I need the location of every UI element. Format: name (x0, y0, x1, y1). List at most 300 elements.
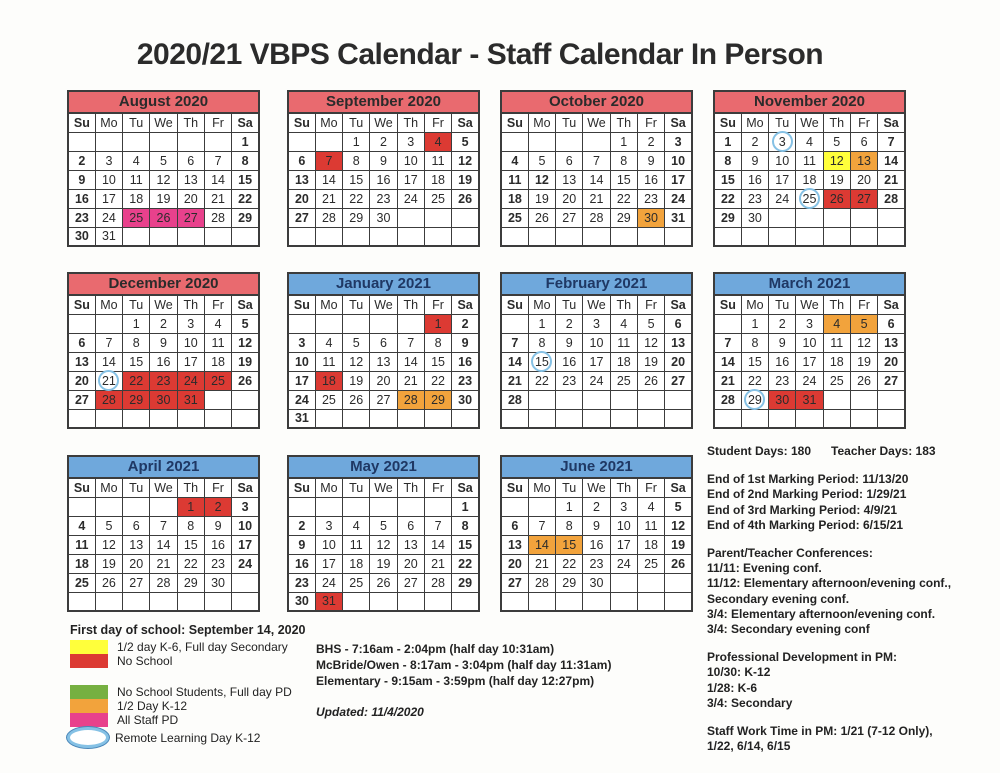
day-cell: 9 (288, 535, 315, 554)
day-cell (68, 409, 95, 428)
day-cell (204, 409, 231, 428)
day-cell: 25 (501, 208, 528, 227)
weekday-label: Sa (878, 295, 905, 314)
day-cell: 10 (177, 333, 204, 352)
conference-line: 3/4: Elementary afternoon/evening conf. (707, 606, 936, 621)
day-cell: 23 (769, 371, 796, 390)
weekday-label: We (150, 295, 177, 314)
day-cell: 1 (610, 132, 637, 151)
day-cell (315, 409, 342, 428)
day-cell: 23 (452, 371, 479, 390)
day-cell: 15 (556, 535, 583, 554)
day-cell: 28 (204, 208, 231, 227)
conference-line: 11/12: Elementary afternoon/evening conf., (707, 576, 952, 591)
day-cell (68, 497, 95, 516)
day-cell (850, 208, 877, 227)
month-december-2020 (67, 272, 260, 429)
day-cell: 2 (769, 314, 796, 333)
day-cell (232, 592, 259, 611)
weekday-label: Fr (637, 295, 664, 314)
day-cell (769, 409, 796, 428)
day-cell: 22 (528, 371, 555, 390)
day-cell (528, 409, 555, 428)
weekday-label: Sa (452, 295, 479, 314)
legend-label: 1/2 day K-6, Full day Secondary (117, 640, 288, 654)
month-grid (713, 294, 906, 429)
day-cell: 18 (315, 371, 342, 390)
weekday-label: Su (68, 295, 95, 314)
month-grid (287, 112, 480, 247)
day-cell (583, 409, 610, 428)
day-cell (769, 132, 796, 151)
day-cell (424, 227, 451, 246)
day-cell: 30 (741, 208, 768, 227)
day-cell (583, 592, 610, 611)
day-cell: 9 (150, 333, 177, 352)
day-cell (665, 227, 692, 246)
weekday-label: Fr (637, 478, 664, 497)
staff-work-time (707, 724, 999, 754)
weekday-label: Mo (315, 478, 342, 497)
day-cell: 22 (177, 554, 204, 573)
day-cell: 20 (878, 352, 905, 371)
day-cell: 26 (528, 208, 555, 227)
month-may-2021 (287, 455, 480, 612)
day-cell: 27 (501, 573, 528, 592)
weekday-label: Su (714, 295, 741, 314)
day-cell: 4 (501, 151, 528, 170)
day-cell: 27 (68, 390, 95, 409)
day-cell: 30 (769, 390, 796, 409)
day-cell: 18 (343, 554, 370, 573)
day-cell: 24 (665, 189, 692, 208)
weekday-label: Fr (204, 295, 231, 314)
marking-period-line: End of 3rd Marking Period: 4/9/21 (707, 502, 898, 517)
month-grid (67, 112, 260, 247)
weekday-label: Sa (232, 478, 259, 497)
day-cell: 4 (204, 314, 231, 333)
day-cell (583, 390, 610, 409)
weekday-label: Fr (424, 295, 451, 314)
day-cell (288, 314, 315, 333)
day-cell (343, 314, 370, 333)
day-cell: 8 (741, 333, 768, 352)
day-cell: 5 (232, 314, 259, 333)
day-cell (850, 390, 877, 409)
day-cell: 15 (424, 352, 451, 371)
day-cell (714, 227, 741, 246)
weekday-label: Mo (315, 295, 342, 314)
weekday-label: Th (177, 295, 204, 314)
day-cell: 12 (232, 333, 259, 352)
day-cell: 1 (741, 314, 768, 333)
day-cell: 29 (556, 573, 583, 592)
day-cell: 2 (741, 132, 768, 151)
day-cell: 22 (610, 189, 637, 208)
day-cell (68, 592, 95, 611)
day-cell: 24 (610, 554, 637, 573)
weekday-label: We (796, 113, 823, 132)
day-cell: 12 (452, 151, 479, 170)
day-cell: 4 (610, 314, 637, 333)
weekday-label: Th (610, 295, 637, 314)
day-cell: 12 (343, 352, 370, 371)
day-cell: 13 (370, 352, 397, 371)
day-cell: 14 (424, 535, 451, 554)
day-cell (123, 497, 150, 516)
day-cell: 22 (232, 189, 259, 208)
day-cell: 21 (204, 189, 231, 208)
legend-spacer (70, 668, 306, 685)
day-cell (232, 573, 259, 592)
day-cell (637, 592, 664, 611)
day-cell (665, 592, 692, 611)
day-cell: 25 (343, 573, 370, 592)
day-cell (556, 227, 583, 246)
day-cell: 22 (343, 189, 370, 208)
legend-label: 1/2 Day K-12 (117, 699, 188, 713)
day-cell (823, 409, 850, 428)
day-cell (501, 592, 528, 611)
day-cell: 14 (583, 170, 610, 189)
weekday-label: We (583, 478, 610, 497)
day-cell: 13 (288, 170, 315, 189)
day-cell: 5 (452, 132, 479, 151)
day-cell (343, 227, 370, 246)
day-cell: 29 (232, 208, 259, 227)
day-cell: 6 (878, 314, 905, 333)
day-cell: 23 (68, 208, 95, 227)
day-cell: 16 (637, 170, 664, 189)
day-cell: 26 (343, 390, 370, 409)
day-cell: 11 (796, 151, 823, 170)
day-cell: 16 (150, 352, 177, 371)
day-cell: 11 (68, 535, 95, 554)
day-cell (637, 227, 664, 246)
day-cell (796, 227, 823, 246)
day-cell (315, 227, 342, 246)
day-cell: 7 (878, 132, 905, 151)
day-cell: 28 (714, 390, 741, 409)
day-cell: 24 (232, 554, 259, 573)
day-cell: 18 (637, 535, 664, 554)
weekday-label: Mo (528, 295, 555, 314)
day-cell (370, 227, 397, 246)
day-cell (769, 208, 796, 227)
day-cell: 17 (288, 371, 315, 390)
day-cell: 27 (878, 371, 905, 390)
day-cell: 2 (150, 314, 177, 333)
day-cell: 7 (528, 516, 555, 535)
day-cell (823, 208, 850, 227)
weekday-label: Th (397, 113, 424, 132)
weekday-label: Th (823, 295, 850, 314)
day-cell (583, 227, 610, 246)
day-cell (315, 314, 342, 333)
day-cell: 12 (528, 170, 555, 189)
day-cell: 21 (528, 554, 555, 573)
day-cell: 23 (637, 189, 664, 208)
day-cell: 19 (370, 554, 397, 573)
day-cell: 2 (583, 497, 610, 516)
day-cell (741, 227, 768, 246)
day-cell: 27 (850, 189, 877, 208)
day-cell: 16 (68, 189, 95, 208)
day-cell: 21 (424, 554, 451, 573)
day-cell (95, 497, 122, 516)
day-cell (610, 573, 637, 592)
day-cell: 7 (424, 516, 451, 535)
first-day-of-school-note: First day of school: September 14, 2020 (70, 623, 306, 637)
day-cell: 5 (823, 132, 850, 151)
day-cell (850, 227, 877, 246)
day-cell: 4 (68, 516, 95, 535)
conferences-title: Parent/Teacher Conferences: (707, 546, 873, 561)
green-swatch-icon (70, 685, 108, 699)
day-cell (343, 592, 370, 611)
day-cell (878, 227, 905, 246)
day-cell (610, 409, 637, 428)
day-cell: 23 (583, 554, 610, 573)
day-cell (528, 497, 555, 516)
day-cell (397, 227, 424, 246)
day-cell: 18 (68, 554, 95, 573)
month-title: October 2020 (500, 90, 693, 112)
day-cell (452, 227, 479, 246)
pd-line: 1/28: K-6 (707, 680, 758, 695)
day-cell: 14 (150, 535, 177, 554)
yellow-swatch-icon (70, 640, 108, 654)
day-cell: 10 (288, 352, 315, 371)
day-cell: 9 (741, 151, 768, 170)
day-cell: 4 (637, 497, 664, 516)
weekday-label: Su (288, 478, 315, 497)
conference-line: 3/4: Secondary evening conf (707, 622, 870, 637)
day-cell: 27 (288, 208, 315, 227)
pd-line: 10/30: K-12 (707, 665, 771, 680)
day-cell: 26 (150, 208, 177, 227)
day-cell (769, 227, 796, 246)
day-cell: 2 (370, 132, 397, 151)
school-times-block (316, 641, 611, 720)
pd-title: Professional Development in PM: (707, 650, 898, 665)
day-cell: 17 (610, 535, 637, 554)
day-cell (95, 314, 122, 333)
day-cell: 22 (123, 371, 150, 390)
remote-learning-circle: 29 (744, 389, 765, 410)
legend-item-no-school (70, 654, 306, 668)
weekday-label: Su (501, 295, 528, 314)
day-cell: 30 (370, 208, 397, 227)
month-title: December 2020 (67, 272, 260, 294)
day-cell: 3 (583, 314, 610, 333)
day-cell (177, 409, 204, 428)
day-cell (452, 208, 479, 227)
day-cell (665, 573, 692, 592)
day-cell: 25 (68, 573, 95, 592)
day-cell: 20 (501, 554, 528, 573)
day-cell (501, 227, 528, 246)
day-cell: 29 (714, 208, 741, 227)
day-cell: 27 (370, 390, 397, 409)
legend-item-full-day-pd (70, 685, 306, 699)
month-title: April 2021 (67, 455, 260, 477)
day-cell: 5 (370, 516, 397, 535)
marking-periods (707, 472, 999, 533)
weekday-label: We (583, 113, 610, 132)
day-cell: 23 (288, 573, 315, 592)
day-cell: 2 (452, 314, 479, 333)
day-cell (232, 227, 259, 246)
day-cell: 23 (204, 554, 231, 573)
day-cell: 7 (583, 151, 610, 170)
day-cell (714, 314, 741, 333)
weekday-label: Sa (452, 478, 479, 497)
day-cell: 22 (424, 371, 451, 390)
weekday-label: Sa (232, 113, 259, 132)
day-cell (796, 208, 823, 227)
legend-label: Remote Learning Day K-12 (115, 730, 261, 745)
day-cell: 26 (665, 554, 692, 573)
day-cell: 5 (850, 314, 877, 333)
day-cell: 11 (610, 333, 637, 352)
day-cell: 19 (343, 371, 370, 390)
day-cell (343, 409, 370, 428)
day-cell: 11 (501, 170, 528, 189)
day-cell (370, 497, 397, 516)
day-cell (823, 227, 850, 246)
day-cell (424, 592, 451, 611)
day-cell: 7 (501, 333, 528, 352)
day-cell: 9 (452, 333, 479, 352)
day-cell (796, 189, 823, 208)
day-cell: 31 (177, 390, 204, 409)
day-cell: 21 (150, 554, 177, 573)
day-cell: 28 (150, 573, 177, 592)
page-title: 2020/21 VBPS Calendar - Staff Calendar In Person (136, 38, 824, 71)
day-cell (204, 132, 231, 151)
day-cell: 2 (68, 151, 95, 170)
month-grid (713, 112, 906, 247)
day-cell: 6 (501, 516, 528, 535)
teacher-days: Teacher Days: 183 (831, 444, 936, 458)
day-cell: 13 (123, 535, 150, 554)
day-cell: 6 (665, 314, 692, 333)
month-grid (67, 477, 260, 612)
day-cell (68, 314, 95, 333)
day-cell: 15 (610, 170, 637, 189)
day-cell (204, 227, 231, 246)
day-cell: 12 (665, 516, 692, 535)
day-cell: 25 (637, 554, 664, 573)
weekday-label: Mo (528, 478, 555, 497)
day-cell: 1 (232, 132, 259, 151)
month-august-2020 (67, 90, 260, 247)
day-cell (528, 227, 555, 246)
day-cell: 18 (123, 189, 150, 208)
day-cell: 13 (501, 535, 528, 554)
weekday-label: Su (288, 113, 315, 132)
day-cell (370, 314, 397, 333)
day-cell: 15 (714, 170, 741, 189)
day-cell: 28 (315, 208, 342, 227)
weekday-label: Su (288, 295, 315, 314)
day-cell: 17 (95, 189, 122, 208)
weekday-label: Su (501, 478, 528, 497)
day-cell: 19 (232, 352, 259, 371)
day-cell (556, 390, 583, 409)
day-cell (150, 409, 177, 428)
day-cell: 2 (204, 497, 231, 516)
blue-circle-icon (67, 727, 109, 748)
weekday-label: Sa (878, 113, 905, 132)
updated-note: Updated: 11/4/2020 (316, 705, 424, 719)
month-september-2020 (287, 90, 480, 247)
day-cell: 8 (232, 151, 259, 170)
day-cell: 8 (610, 151, 637, 170)
day-cell: 3 (610, 497, 637, 516)
day-cell: 19 (637, 352, 664, 371)
month-title: May 2021 (287, 455, 480, 477)
day-cell: 9 (370, 151, 397, 170)
day-cell: 26 (637, 371, 664, 390)
weekday-label: Tu (556, 113, 583, 132)
day-cell: 2 (288, 516, 315, 535)
month-grid (500, 294, 693, 429)
day-cell: 21 (583, 189, 610, 208)
day-cell: 13 (878, 333, 905, 352)
day-cell: 29 (424, 390, 451, 409)
weekday-label: Th (177, 478, 204, 497)
legend-item-half-day-k12 (70, 699, 306, 713)
day-cell: 7 (95, 333, 122, 352)
day-cell (452, 592, 479, 611)
day-cell: 31 (288, 409, 315, 428)
day-cell: 29 (123, 390, 150, 409)
month-march-2021 (713, 272, 906, 429)
day-cell: 19 (823, 170, 850, 189)
day-cell (95, 132, 122, 151)
weekday-label: Sa (665, 295, 692, 314)
day-cell: 14 (95, 352, 122, 371)
day-cell: 21 (878, 170, 905, 189)
day-cell (397, 409, 424, 428)
month-april-2021 (67, 455, 260, 612)
remote-learning-circle: 3 (772, 131, 793, 152)
weekday-label: Tu (769, 113, 796, 132)
day-cell (501, 409, 528, 428)
weekday-label: We (583, 295, 610, 314)
legend-item-remote-learning (70, 727, 306, 748)
day-cell: 3 (796, 314, 823, 333)
day-cell: 16 (288, 554, 315, 573)
day-cell (288, 132, 315, 151)
weekday-label: Th (177, 113, 204, 132)
day-cell (714, 409, 741, 428)
weekday-label: Fr (204, 113, 231, 132)
day-cell: 27 (665, 371, 692, 390)
legend-item-half-day-k6 (70, 640, 306, 654)
day-cell (528, 390, 555, 409)
day-cell: 5 (665, 497, 692, 516)
day-cell: 4 (796, 132, 823, 151)
day-cell: 5 (637, 314, 664, 333)
day-cell: 26 (95, 573, 122, 592)
month-grid (500, 112, 693, 247)
day-cell: 1 (177, 497, 204, 516)
day-cell: 17 (769, 170, 796, 189)
school-times-line: BHS - 7:16am - 2:04pm (half day 10:31am) (316, 642, 555, 656)
